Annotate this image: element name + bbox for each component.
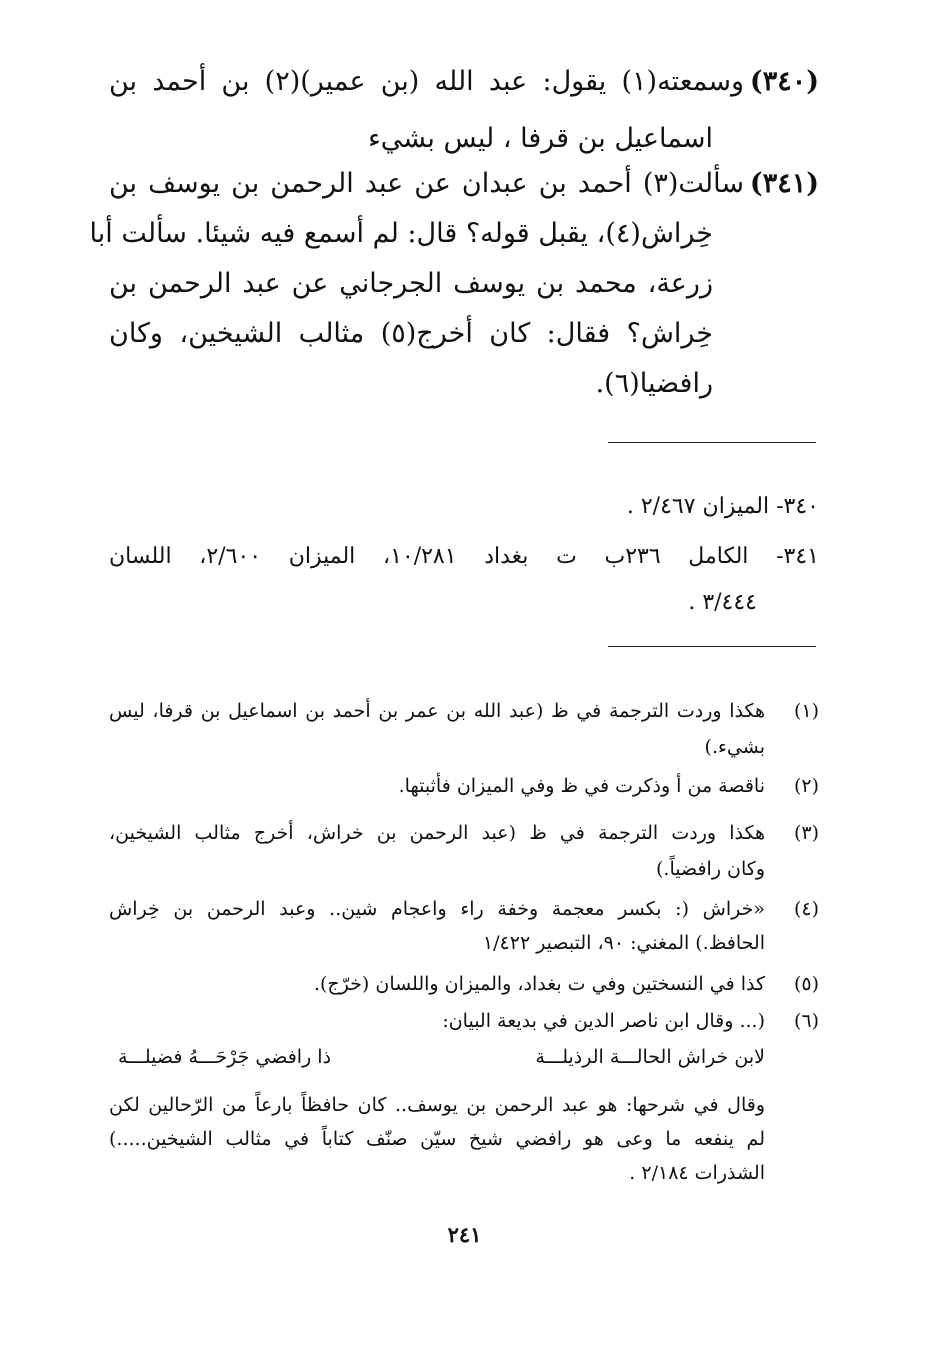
entry-text-line: رافضيا(٦). <box>595 368 713 399</box>
footnote-line: «خراش (: بكسر معجمة وخفة راء واعجام شين.. وعبد الرحمن بن خِراش <box>109 898 765 920</box>
footnote-marker: (١) <box>793 700 819 722</box>
entry-number: (٣٤١) <box>749 168 819 199</box>
footnote-6 <box>109 1010 819 1046</box>
entry-text-line: زرعة، محمد بن يوسف الجرجاني عن عبد الرحمن بن <box>109 268 713 299</box>
entry-text-line: خِراش(٤)، يقبل قوله؟ قال: لم أسمع فيه شيئا. سألت أبا <box>89 218 713 249</box>
commentary-line: وقال في شرحها: هو عبد الرحمن بن يوسف.. كان حافظاً بارعاً من الرّحالين لكن <box>109 1094 766 1116</box>
source-line: ٣٤١- الكامل ٢٣٦ب ت بغداد ١٠/٢٨١، الميزان ٢/٦٠٠، اللسان <box>109 544 819 569</box>
footnote-marker: (٥) <box>793 973 819 995</box>
entry-341 <box>89 168 819 418</box>
source-340 <box>109 494 819 526</box>
footnote-line: ناقصة من أ وذكرت في ظ وفي الميزان فأثبتها. <box>398 775 765 797</box>
divider-rule <box>608 442 816 443</box>
source-line: ٣/٤٤٤ . <box>688 590 757 615</box>
footnote-marker: (٢) <box>793 775 819 797</box>
footnote-marker: (٦) <box>793 1010 819 1032</box>
commentary-line: الشذرات ٢/١٨٤ . <box>629 1162 765 1184</box>
page-number: ٢٤١ <box>447 1222 482 1247</box>
commentary-line: لم ينفعه ما وعى هو رافضي شيخ سيّن صنّف كتاباً في مثالب الشيخين.....) <box>109 1128 765 1150</box>
footnote-4 <box>109 898 819 968</box>
footnote-line: بشيء.) <box>704 736 765 758</box>
footnote-line: هكذا وردت الترجمة في ظ (عبد الله بن عمر بن أحمد بن اسماعيل بن قرفا، ليس <box>109 700 765 722</box>
divider-rule <box>608 646 816 647</box>
footnote-2 <box>109 775 819 811</box>
footnote-line: وكان رافضياً.) <box>656 858 765 880</box>
footnote-line: (... وقال ابن ناصر الدين في بديعة البيان: <box>442 1010 765 1032</box>
entry-text-line: وسمعته(١) يقول: عبد الله (بن عمير)(٢) بن أحمد بن <box>109 66 744 97</box>
footnote-6-commentary <box>109 1094 819 1204</box>
footnote-3 <box>109 822 819 892</box>
poem-second-hemistich: ذا رافضي جَرْحَـــهُ فضيلـــة <box>118 1046 332 1068</box>
footnote-line: الحافظ.) المغني: ٩٠، التبصير ١/٤٢٢ <box>482 932 765 954</box>
entry-340 <box>109 66 819 176</box>
footnote-line: هكذا وردت الترجمة في ظ (عبد الرحمن بن خراش، أخرج مثالب الشيخين، <box>109 822 765 844</box>
footnote-1 <box>109 700 819 770</box>
source-line: ٣٤٠- الميزان ٢/٤٦٧ . <box>626 494 819 519</box>
footnote-marker: (٤) <box>793 898 819 920</box>
source-341 <box>109 544 819 616</box>
footnote-5 <box>109 973 819 1009</box>
footnote-marker: (٣) <box>793 822 819 844</box>
poem-first-hemistich: لابن خراش الحالـــة الرذيلـــة <box>535 1046 765 1068</box>
entry-text-line: خِراش؟ فقال: كان أخرج(٥) مثالب الشيخين، وكان <box>109 318 713 349</box>
entry-text-line: اسماعيل بن قرفا ، ليس بشيء <box>368 123 713 154</box>
entry-text-line: سألت(٣) أحمد بن عبدان عن عبد الرحمن بن يوسف بن <box>109 168 744 199</box>
entry-number: (٣٤٠) <box>749 66 819 97</box>
footnote-line: كذا في النسختين وفي ت بغداد، والميزان واللسان (خرّج). <box>313 973 765 995</box>
